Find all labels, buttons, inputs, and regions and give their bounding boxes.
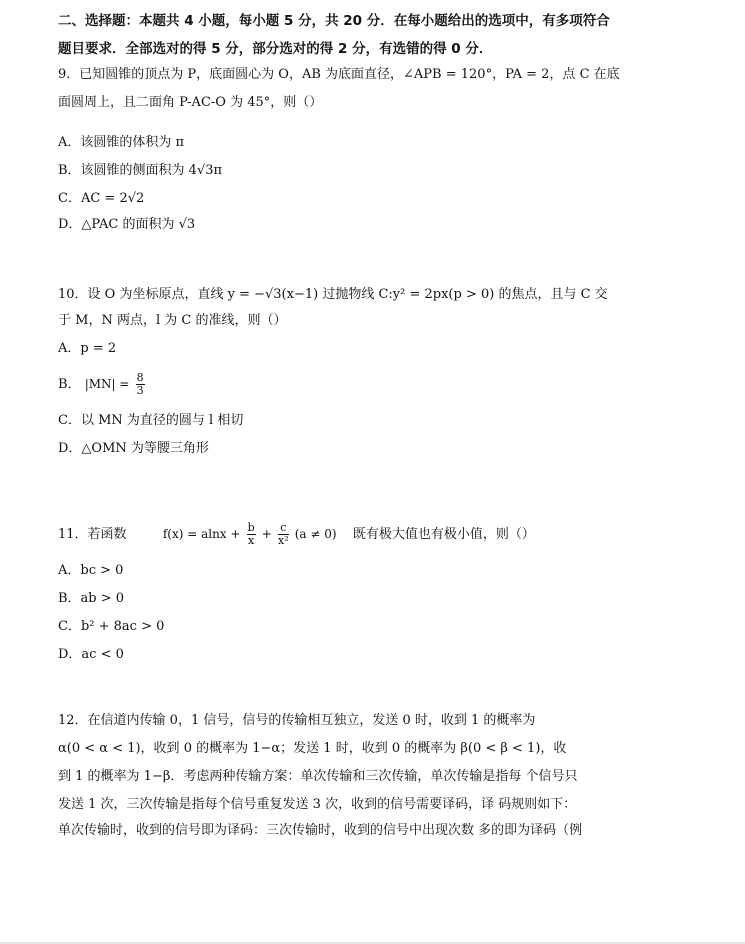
q9-stem-line2: 面圆周上，且二面角 P-AC-O 为 45°，则（） — [58, 95, 323, 110]
q10-option-c: C．以 MN 为直径的圆与 l 相切 — [58, 413, 244, 428]
q9-option-d: D．△PAC 的面积为 √3 — [58, 217, 196, 232]
q11-fraction-b-denominator: x — [248, 534, 255, 547]
q10-option-a: A．p = 2 — [58, 341, 117, 356]
q9-stem-line1: 9．已知圆锥的顶点为 P，底面圆心为 O，AB 为底面直径，∠APB = 120°，PA = 2，点 C 在底 — [58, 67, 620, 82]
q9-option-c: C．AC = 2√2 — [58, 191, 145, 206]
q10-stem-line2: 于 M，N 两点，l 为 C 的准线，则（） — [58, 313, 287, 328]
q9-option-a: A．该圆锥的体积为 π — [58, 135, 185, 150]
q11-prefix: 11．若函数 — [58, 527, 127, 542]
q10-stem-line1: 10．设 O 为坐标原点，直线 y = −√3(x−1) 过抛物线 C:y² = 2px(p > 0) 的焦点，且与 C 交 — [58, 287, 608, 302]
q11-condition: (a ≠ 0) — [294, 527, 337, 541]
q11-fraction-c-numerator: c — [278, 522, 289, 535]
q11-fraction-b-numerator: b — [247, 521, 255, 534]
q11-option-d: D．ac < 0 — [58, 647, 124, 662]
q11-plus: + — [261, 527, 272, 541]
q10-option-b-label: B． — [58, 377, 81, 392]
q11-option-c: C．b² + 8ac > 0 — [58, 619, 165, 634]
q12-stem-line2: α(0 < α < 1)，收到 0 的概率为 1−α；发送 1 时，收到 0 的概率为 β(0 < β < 1)，收 — [58, 741, 567, 756]
q11-fraction-c-denominator: x² — [277, 534, 289, 547]
section-heading-line2: 题目要求．全部选对的得 5 分，部分选对的得 2 分，有选错的得 0 分． — [58, 41, 493, 57]
section-heading-line1: 二、选择题：本题共 4 小题，每小题 5 分，共 20 分．在每小题给出的选项中，有多项符合 — [58, 13, 610, 29]
q10-option-b-numerator: 8 — [136, 371, 144, 384]
q11-fraction-b — [247, 522, 256, 547]
q11-suffix: 既有极大值也有极小值，则（） — [352, 527, 535, 542]
q10-option-b-lhs: |MN| = — [84, 377, 130, 391]
q11-stem — [58, 522, 535, 547]
q10-option-b-denominator: 3 — [136, 384, 144, 397]
q11-function-lhs: f(x) = alnx + — [162, 527, 241, 541]
q12-stem-line1: 12．在信道内传输 0，1 信号，信号的传输相互独立，发送 0 时，收到 1 的概率为 — [58, 713, 536, 728]
q10-option-b-fraction — [136, 372, 145, 397]
q12-stem-line5: 单次传输时，收到的信号即为译码：三次传输时，收到的信号中出现次数 多的即为译码（例 — [58, 823, 583, 838]
q11-option-a: A．bc > 0 — [58, 563, 124, 578]
q10-option-d: D．△OMN 为等腰三角形 — [58, 441, 209, 456]
q12-stem-line4: 发送 1 次，三次传输是指每个信号重复发送 3 次，收到的信号需要译码，译 码规则如下： — [58, 797, 577, 812]
q11-fraction-c — [278, 522, 289, 547]
q11-option-b: B．ab > 0 — [58, 591, 125, 606]
q10-option-b — [58, 372, 147, 397]
q12-stem-line3: 到 1 的概率为 1−β．考虑两种传输方案：单次传输和三次传输，单次传输是指每 个信号只 — [58, 769, 578, 784]
q9-option-b: B．该圆锥的侧面积为 4√3π — [58, 163, 223, 178]
